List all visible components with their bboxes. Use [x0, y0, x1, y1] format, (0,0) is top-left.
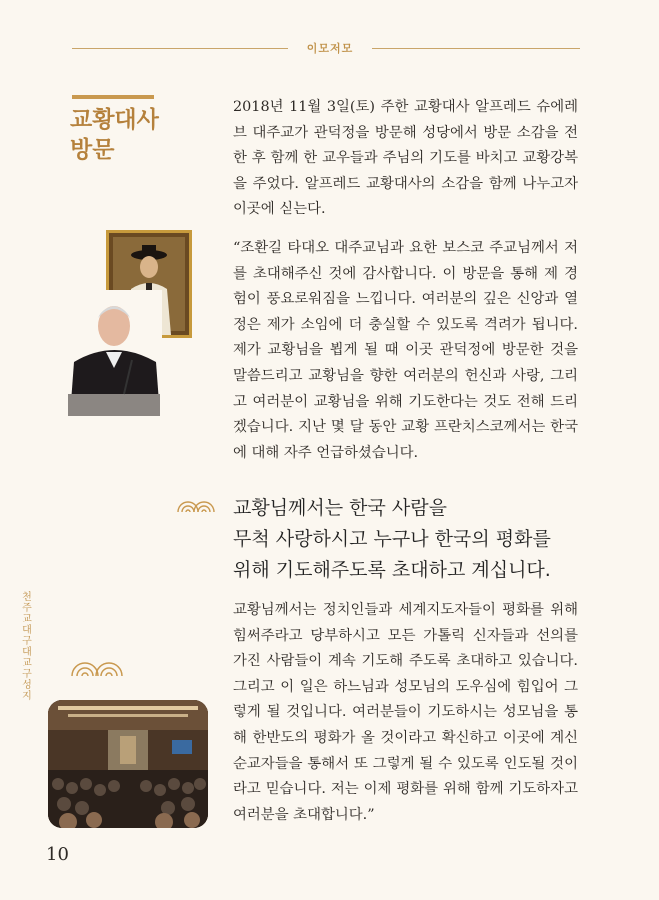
- intro-paragraph: 2018년 11월 3일(토) 주한 교황대사 알프레드 슈에레브 대주교가 관덕정을 방문해 성당에서 방문 소감을 전한 후 함께 한 교우들과 주님의 기도를 바치고 교황강복을 주었다. 알프레드 교황대사의 소감을 함께 나누고자 이곳에 싣는다.: [233, 99, 578, 218]
- ambassador-photo: [66, 290, 162, 416]
- article-title-line1: 교황대사: [70, 107, 159, 133]
- header-rule-left: [72, 48, 288, 49]
- pull-quote: [233, 493, 593, 586]
- article-title: [70, 105, 159, 165]
- title-accent-bar: [72, 95, 154, 99]
- cloud-ornament-icon: [176, 494, 216, 514]
- header-rule-right: [372, 48, 580, 49]
- article-title-line2: 방문: [70, 137, 115, 163]
- cloud-ornament-icon: [70, 652, 126, 678]
- speech-paragraph-2: 교황님께서는 정치인들과 세계지도자들이 평화를 위해 힘써주라고 당부하시고 모든 가톨릭 신자들과 선의를 가진 사람들이 계속 기도해 주도록 초대하고 있습니다. 그리고 이 일은 하느님과 성모님의 도우심에 힘입어 그렇게 될 것입니다. 여러분들이 기도하시는 성모님을 통해 한반도의 평화가 올 것이라고 확신하고 이곳에 계신 순교자들을 통해서 또 그렇게 될 수 있도록 인도될 것이라고 믿습니다. 저는 이제 평화를 위해 함께 기도하자고 여러분을 초대합니다.”: [233, 602, 578, 823]
- pull-quote-line1: 교황님께서는 한국 사람을: [233, 497, 447, 519]
- page-number: 10: [46, 844, 69, 865]
- side-vertical-label: 천주교대구대교구 성지: [22, 592, 32, 702]
- section-label: 이모저모: [306, 42, 354, 55]
- pull-quote-line2: 무척 사랑하시고 누구나 한국의 평화를: [233, 528, 551, 550]
- pull-quote-line3: 위해 기도해주도록 초대하고 계십니다.: [233, 559, 551, 581]
- church-interior-photo: [48, 700, 208, 828]
- speech-paragraph-1: “조환길 타대오 대주교님과 요한 보스코 주교님께서 저를 초대해주신 것에 감사합니다. 이 방문을 통해 제 경험이 풍요로워짐을 느낍니다. 여러분의 깊은 신앙과 열정은 제가 소임에 더 충실할 수 있도록 격려가 됩니다. 제가 교황님을 뵙게 될 때 이곳 관덕정에 방문한 것을 말씀드리고 교황님을 향한 여러분의 헌신과 사랑, 그리고 여러분이 교황님을 위해 기도한다는 것도 전해 드리겠습니다. 지난 몇 달 동안 교황 프란치스코께서는 한국에 대해 자주 언급하셨습니다.: [233, 240, 578, 461]
